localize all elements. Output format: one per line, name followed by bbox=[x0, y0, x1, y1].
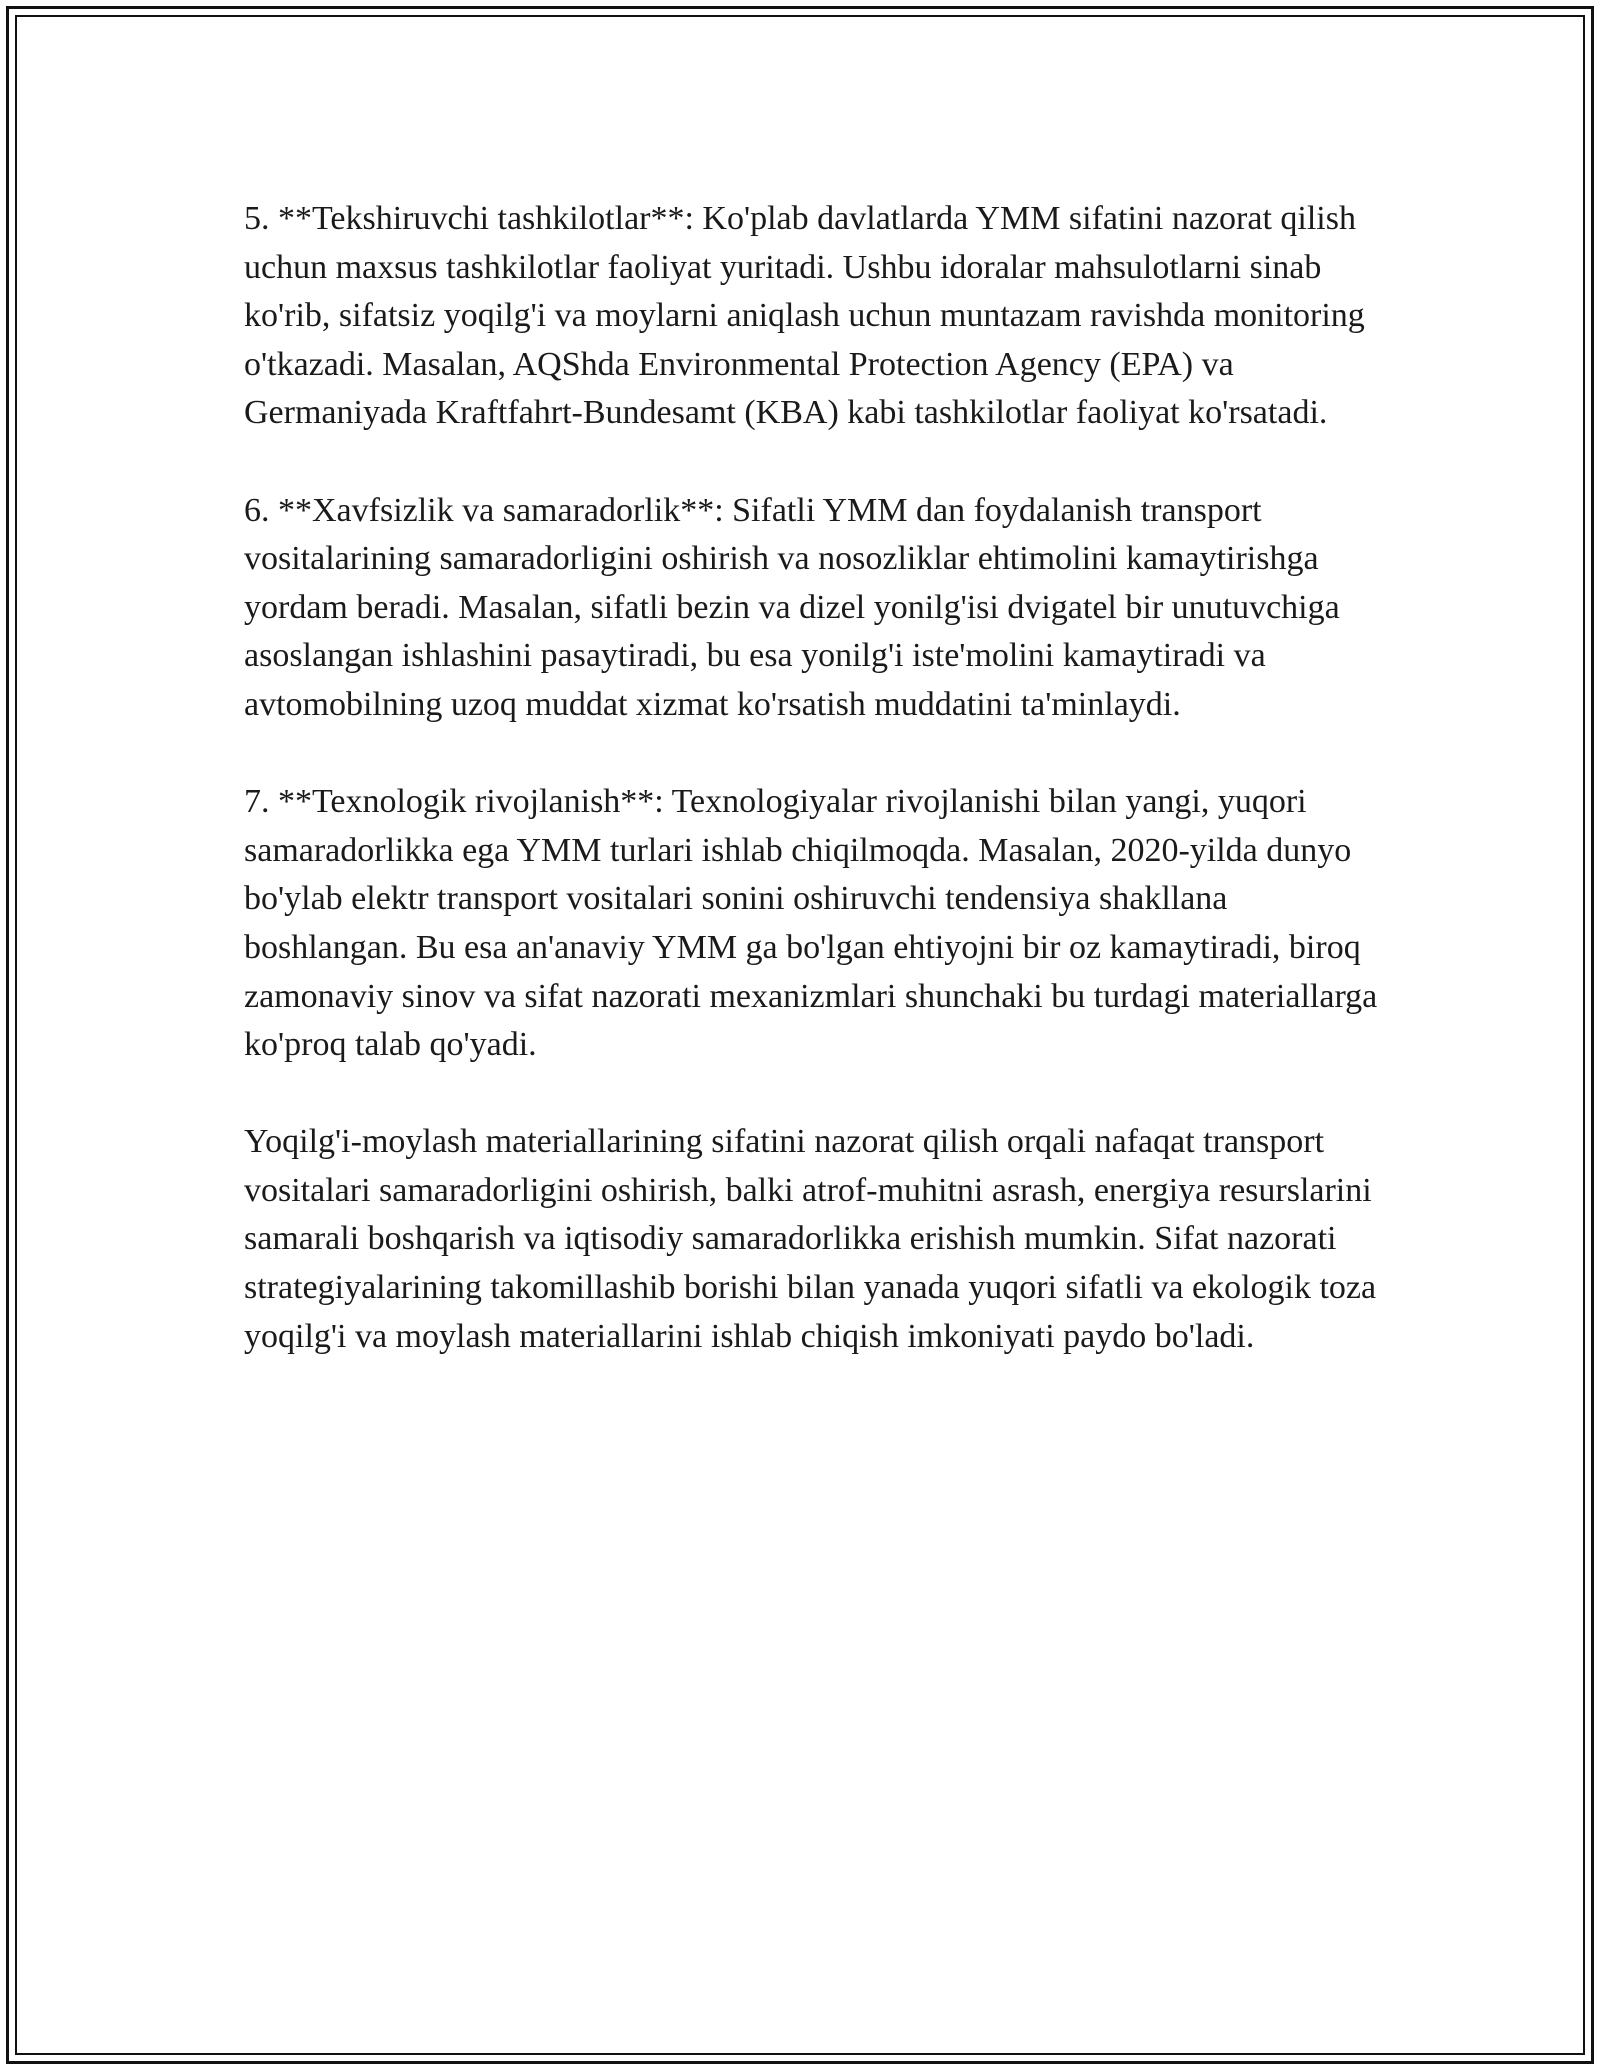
page-frame bbox=[6, 6, 1594, 2064]
paragraph-safety-efficiency: 6. **Xavfsizlik va samaradorlik**: Sifatli YMM dan foydalanish transport vositalarining samaradorligini oshirish va nosozliklar ehtimolini kamaytirishga yordam beradi. Masalan, sifatli bezin va dizel yonilg'isi dvigatel bir unutuvchiga asoslangan ishlashini pasaytiradi, bu esa yonilg'i iste'molini kamaytiradi va avtomobilning uzoq muddat xizmat ko'rsatish muddatini ta'minlaydi. bbox=[244, 491, 1340, 723]
paragraph-conclusion: Yoqilg'i-moylash materiallarining sifatini nazorat qilish orqali nafaqat transport vositalari samaradorligini oshirish, balki atrof-muhitni asrash, energiya resurslarini samarali boshqarish va iqtisodiy samaradorlikka erishish mumkin. Sifat nazorati strategiyalarining takomillashib borishi bilan yanada yuqori sifatli va ekologik toza yoqilg'i va moylash materiallarini ishlab chiqish imkoniyati paydo bo'ladi. bbox=[244, 1123, 1377, 1355]
paragraph-technological-development: 7. **Texnologik rivojlanish**: Texnologiyalar rivojlanishi bilan yangi, yuqori samaradorlikka ega YMM turlari ishlab chiqilmoqda. Masalan, 2020-yilda dunyo bo'ylab elektr transport vositalari sonini oshiruvchi tendensiya shakllana boshlangan. Bu esa an'anaviy YMM ga bo'lgan ehtiyojni bir oz kamaytiradi, biroq zamonaviy sinov va sifat nazorati mexanizmlari shunchaki bu turdagi materiallarga ko'proq talab qo'yadi. bbox=[244, 783, 1378, 1064]
paragraph-inspection-organizations: 5. **Tekshiruvchi tashkilotlar**: Ko'plab davlatlarda YMM sifatini nazorat qilish uchun maxsus tashkilotlar faoliyat yuritadi. Ushbu idoralar mahsulotlarni sinab ko'rib, sifatsiz yoqilg'i va moylarni aniqlash uchun muntazam ravishda monitoring o'tkazadi. Masalan, AQShda Environmental Protection Agency (EPA) va Germaniyada Kraftfahrt-Bundesamt (KBA) kabi tashkilotlar faoliyat ko'rsatadi. bbox=[244, 200, 1365, 432]
document-body bbox=[244, 195, 1399, 1361]
